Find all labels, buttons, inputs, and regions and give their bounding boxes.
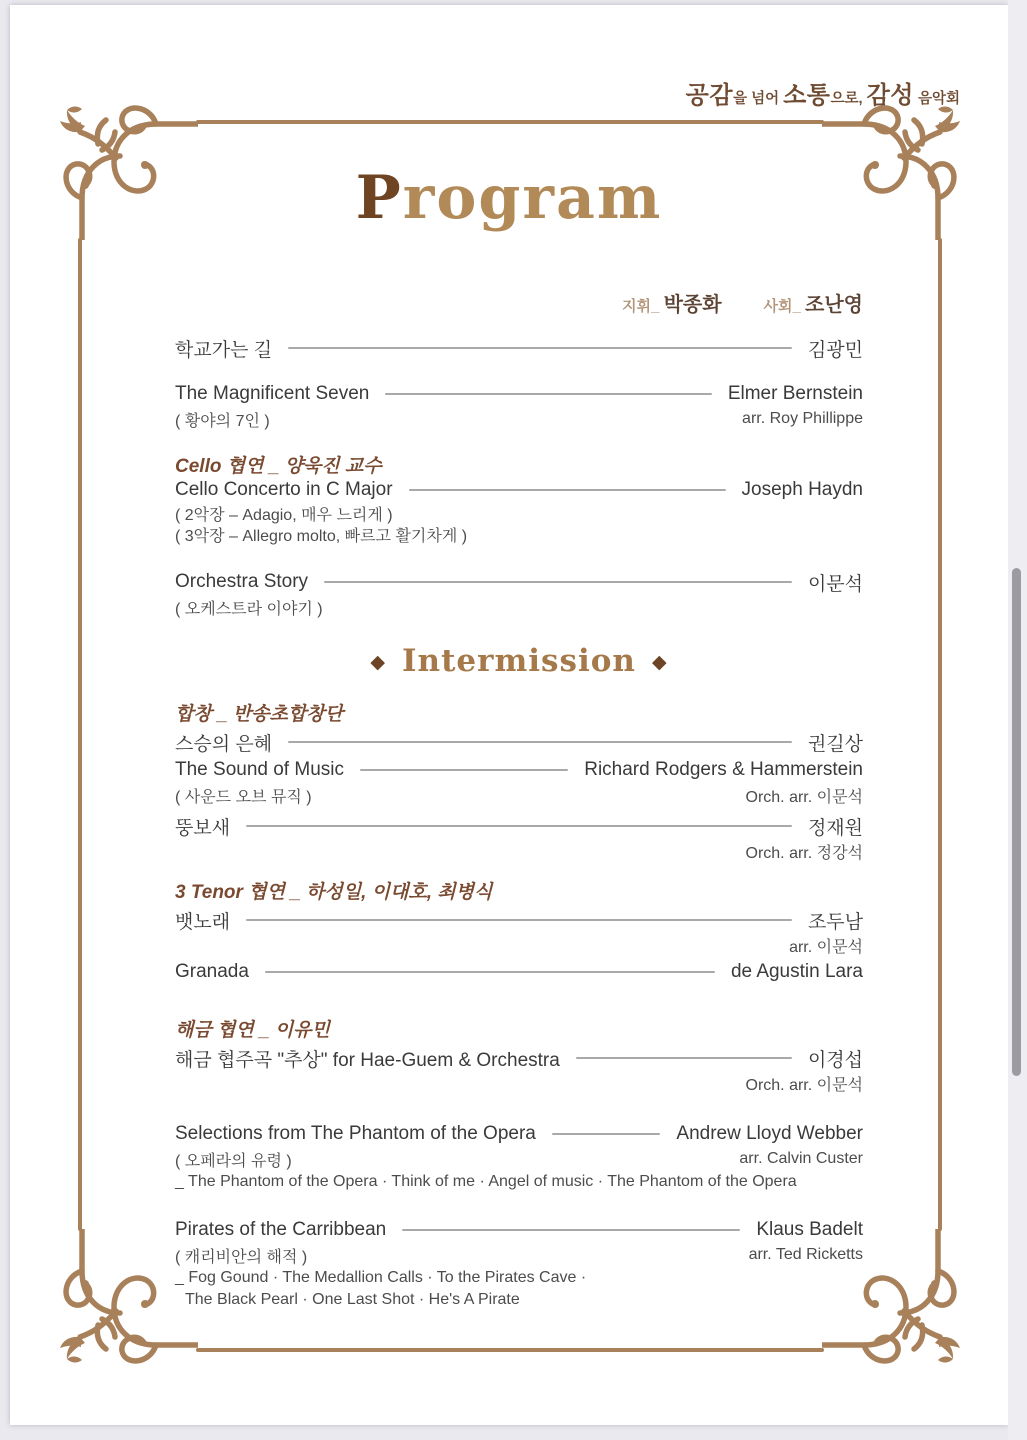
piece-arranger: Orch. arr. 이문석 [745,1076,863,1094]
piece-subtitle: ( 황야의 7인 ) [175,412,270,430]
piece-movements: _ Fog Gound · The Medallion Calls · To the Pirates Cave · [175,1269,587,1286]
program-row [175,569,863,619]
piece-title: Selections from The Phantom of the Opera [175,1123,536,1144]
piece-composer: de Agustin Lara [730,961,863,982]
program-row [175,477,863,547]
page-title-initial: P [355,163,403,233]
program-row [175,335,863,361]
intermission-label: Intermission [402,643,636,679]
leader-line [385,393,711,395]
section-header: Cello 협연 _ 양욱진 교수 [175,456,382,477]
page-title [10,163,1008,233]
tagline-word: 소통 [783,82,831,109]
piece-composer: Joseph Haydn [741,479,863,500]
leader-line [265,971,715,973]
mc-label: 사회_ [763,298,806,315]
leader-line [288,741,792,743]
piece-title: The Magnificent Seven [175,383,370,404]
program-row [175,1045,863,1095]
movement-note: ( 2악장 – Adagio, 매우 느리게 ) [175,507,393,524]
program-row [175,907,863,957]
piece-arranger: arr. 이문석 [789,938,863,956]
document-page [10,5,1008,1425]
program-row [175,729,863,755]
leader-line [246,919,792,921]
piece-title: 해금 협주곡 "추상" for Hae-Guem & Orchestra [175,1049,560,1071]
piece-subtitle: ( 캐리비안의 해적 ) [175,1248,308,1266]
piece-composer: 조두남 [807,911,863,933]
program-row [175,381,863,431]
piece-composer: Richard Rodgers & Hammerstein [584,759,863,780]
conductor-label: 지휘_ [622,298,664,315]
leader-line [288,347,792,349]
frame-border-bottom [196,1348,824,1352]
piece-composer: 정재원 [807,817,863,839]
program-row [175,1121,863,1193]
piece-title: 뚱보새 [175,817,231,839]
section-header: 해금 협연 _ 이유민 [175,1020,330,1041]
event-tagline [686,75,960,110]
leader-line [409,489,726,491]
piece-arranger: arr. Roy Phillippe [742,410,863,427]
leader-line [552,1133,661,1135]
intermission-heading [175,639,863,683]
frame-border-left [78,238,82,1231]
piece-subtitle: ( 오페라의 유령 ) [175,1152,292,1170]
piece-title: 학교가는 길 [175,339,273,361]
leader-line [246,825,792,827]
program-row [175,1217,863,1311]
frame-border-top [196,120,824,124]
piece-arranger: Orch. arr. 정강석 [745,844,863,862]
piece-arranger: arr. Calvin Custer [739,1150,863,1167]
piece-arranger: arr. Ted Ricketts [748,1246,863,1263]
frame-border-right [938,238,942,1231]
piece-movements: _ The Phantom of the Opera · Think of me · Angel of music · The Phantom of the Opera [175,1173,797,1190]
program-row [175,959,863,985]
tagline-word: 공감 [685,82,734,109]
piece-subtitle: ( 사운드 오브 뮤직 ) [175,788,312,806]
piece-composer: 이문석 [807,573,863,595]
piece-composer: Klaus Badelt [756,1219,863,1240]
leader-line [402,1229,740,1231]
movement-note: ( 3악장 – Allegro molto, 빠르고 활기차게 ) [175,528,468,545]
program-row [175,813,863,863]
leader-line [576,1057,792,1059]
section-header: 합창 _ 반송초합창단 [175,704,343,725]
conductor-name: 박종화 [663,294,722,316]
page-title-rest: rogram [402,163,663,233]
diamond-icon: ◆ [370,651,387,673]
piece-composer: 이경섭 [807,1049,863,1071]
program-list [175,335,863,1311]
tagline-word: 을 넘어 [733,91,784,107]
section-header: 3 Tenor 협연 _ 하성일, 이대호, 최병식 [175,882,493,903]
leader-line [324,581,792,583]
diamond-icon: ◆ [651,651,668,673]
tagline-word: 음악회 [913,91,960,107]
piece-title: Granada [175,961,249,982]
leader-line [360,769,568,771]
program-row [175,757,863,807]
piece-composer: Andrew Lloyd Webber [676,1123,863,1144]
tagline-word: 으로, [830,91,867,107]
tagline-word: 감성 [866,82,914,109]
piece-composer: 권길상 [807,733,863,755]
piece-movements: The Black Pearl · One Last Shot · He's A Pirate [185,1291,520,1308]
piece-subtitle: ( 오케스트라 이야기 ) [175,600,323,618]
piece-title: 스승의 은혜 [175,733,273,755]
piece-composer: Elmer Bernstein [727,383,863,404]
scrollbar-thumb[interactable] [1012,568,1021,1076]
piece-title: 뱃노래 [175,911,231,933]
credits-line [175,288,863,317]
piece-arranger: Orch. arr. 이문석 [745,788,863,806]
piece-title: The Sound of Music [175,759,344,780]
piece-title: Cello Concerto in C Major [175,479,393,500]
piece-title: Orchestra Story [175,571,309,592]
piece-title: Pirates of the Carribbean [175,1219,387,1240]
piece-composer: 김광민 [807,339,863,361]
mc-name: 조난영 [805,294,863,316]
